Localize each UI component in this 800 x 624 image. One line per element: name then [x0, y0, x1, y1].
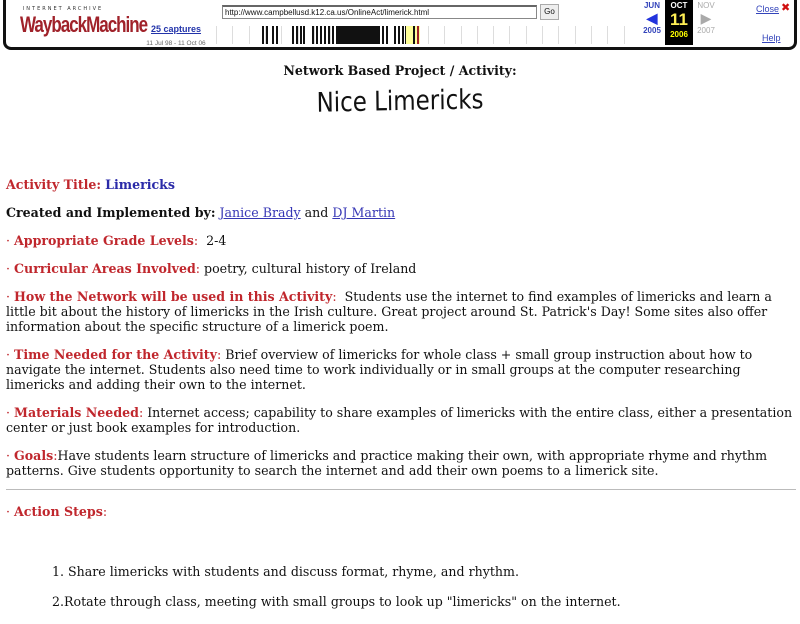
timeline-gridline: [509, 26, 510, 44]
action-step: 1. Share limericks with students and discuss format, rhyme, and rhythm.: [52, 564, 519, 579]
section-text: poetry, cultural history of Ireland: [200, 261, 417, 276]
prev-capture[interactable]: [641, 0, 663, 35]
captures-link[interactable]: 25 captures: [150, 24, 202, 34]
section-text: Have students learn structure of limericks and practice making their own, with appropriate rhyme and rhythm patterns. Give students opportunity to search the internet and add their own poems to a limerick site.: [6, 448, 772, 478]
capture-bar[interactable]: [276, 26, 278, 44]
prev-month: JUN: [643, 1, 660, 10]
activity-title-value: Limericks: [105, 177, 175, 192]
timeline-gridline: [444, 26, 445, 44]
timeline-gridline: [575, 26, 576, 44]
timeline-gridline: [624, 26, 625, 44]
action-steps-label: Action Steps: [14, 504, 103, 519]
created-by-label: Created and Implemented by:: [6, 205, 216, 220]
current-capture: [665, 0, 693, 45]
section-materials-needed: · Materials Needed: Internet access; capability to share examples of limericks with the entire class, either a presentation center or just book examples for introduction.: [6, 405, 797, 435]
activity-title-label: Activity Title:: [6, 177, 102, 192]
capture-bar[interactable]: [332, 26, 334, 44]
capture-bar[interactable]: [328, 26, 330, 44]
and-text: and: [304, 205, 329, 220]
section-time-needed: · Time Needed for the Activity: Brief overview of limericks for whole class + small group instruction about how to navigate the internet. Students also need time to work individually or in small groups at the computer researching limericks and adding their own to the internet.: [6, 347, 757, 392]
timeline-gridline: [330, 26, 331, 44]
author-link-janice-brady[interactable]: Janice Brady: [219, 205, 301, 220]
timeline-gridline: [542, 26, 543, 44]
help-link[interactable]: Help: [762, 33, 781, 43]
section-text: Brief overview of limericks for whole class + small group instruction about how to navigate the internet. Students also need time to work individually or in small groups at the computer researching limericks and adding their own to the internet.: [6, 347, 757, 392]
action-step: 2.Rotate through class, meeting with small groups to look up "limericks" on the internet.: [52, 594, 621, 609]
capture-bar[interactable]: [378, 26, 380, 44]
prev-year: 2005: [643, 26, 661, 35]
go-button[interactable]: Go: [540, 4, 559, 20]
next-arrow-icon: ▶: [700, 10, 712, 26]
logo-main-text: WaybackMachine: [20, 12, 148, 38]
section-text: Students use the internet to find examples of limericks and learn a little bit about the history of limericks in the Irish culture. Great project around St. Patrick's Day! Some sites also offer information about the specific structure of a limerick poem.: [6, 289, 776, 334]
next-capture: [695, 0, 717, 35]
timeline-gridline: [558, 26, 559, 44]
capture-bar[interactable]: [292, 26, 294, 44]
timeline-gridline: [428, 26, 429, 44]
section-label: How the Network will be used in this Activity: [14, 289, 333, 304]
capture-bar-current[interactable]: [413, 26, 415, 44]
section-goals: · Goals:Have students learn structure of limericks and practice making their own, with appropriate rhyme and rhythm patterns. Give students opportunity to search the internet and add their own poems to a limerick site.: [6, 448, 772, 478]
logo-top-text: INTERNET ARCHIVE: [22, 6, 104, 12]
capture-bar[interactable]: [398, 26, 400, 44]
timeline-gridline: [232, 26, 233, 44]
section-grade-levels: · Appropriate Grade Levels: 2-4: [6, 233, 227, 248]
capture-range: 11 Jul 98 - 11 Oct 06: [146, 40, 206, 47]
section-text: 2-4: [198, 233, 227, 248]
close-link[interactable]: Close: [756, 4, 780, 14]
capture-timeline[interactable]: [216, 24, 641, 46]
next-month: NOV: [697, 1, 715, 10]
page-heading-image: Nice Limericks: [316, 84, 484, 119]
page-header: Network Based Project / Activity:: [283, 63, 517, 78]
section-text: Internet access; capability to share examples of limericks with the entire class, either a presentation center or just book examples for introduction.: [6, 405, 797, 435]
current-year: 2006: [670, 30, 688, 39]
capture-bar[interactable]: [382, 26, 384, 44]
timeline-gridline: [249, 26, 250, 44]
timeline-gridline: [216, 26, 217, 44]
main-content: Activity Title: Limericks Created and Implemented by: Janice Brady and DJ Martin · Appropriate Grade Levels: 2-4 · Curricular Areas Involved: poetry, cultural history of Ireland · How the Network will be used in this Activity: Students use the internet to find examples of limericks and learn a little bit about the history of limericks in the Irish culture. Great project around St. Patrick's Day! Some sites also offer information about the specific structure of a limerick poem. · Time Needed for the Activity: Brief overview of limericks for whole class + small group instruction about how to navigate the internet. Students also need time to work individually or in small groups at the computer researching limericks and adding their own to the internet. · Materials Needed: Internet access; capability to share examples of limericks with the entire class, either a presentation center or just book examples for introduction. · Goals:Have students learn structure of limericks and practice making their own, with appropriate rhyme and rhythm patterns. Give students opportunity to search the internet and add their own poems to a limerick site. · Action Steps: 1. Share limericks with students and discuss format, rhyme, and rhythm. 2.Rotate through class, meeting with small groups to look up "limericks" on the internet.: [6, 177, 797, 609]
action-steps-list: [52, 564, 796, 609]
timeline-gridline: [493, 26, 494, 44]
wayback-logo[interactable]: [20, 6, 148, 38]
timeline-gridline: [591, 26, 592, 44]
timeline-gridline: [526, 26, 527, 44]
capture-bar[interactable]: [303, 26, 305, 44]
current-day: 11: [670, 10, 688, 29]
current-month: OCT: [670, 1, 688, 10]
prev-arrow-icon[interactable]: ◀: [646, 10, 658, 26]
capture-bar[interactable]: [262, 26, 264, 44]
wayback-toolbar: [3, 0, 797, 50]
next-year: 2007: [697, 26, 715, 35]
capture-bar[interactable]: [324, 26, 326, 44]
section-label: Appropriate Grade Levels: [14, 233, 194, 248]
divider: [6, 489, 796, 490]
capture-bar[interactable]: [402, 26, 404, 44]
section-network-usage: · How the Network will be used in this Activity: Students use the internet to find examples of limericks and learn a little bit about the history of limericks in the Irish culture. Great project around St. Patrick's Day! Some sites also offer information about the specific structure of a limerick poem.: [6, 289, 776, 334]
section-label: Materials Needed: [14, 405, 139, 420]
capture-bar[interactable]: [320, 26, 322, 44]
capture-bar[interactable]: [386, 26, 388, 44]
timeline-gridline: [281, 26, 282, 44]
url-input[interactable]: http://www.campbellusd.k12.ca.us/OnlineAct/limerick.html: [222, 5, 537, 19]
timeline-gridline: [607, 26, 608, 44]
author-link-dj-martin[interactable]: DJ Martin: [332, 205, 396, 220]
timeline-gridline: [477, 26, 478, 44]
section-label: Time Needed for the Activity: [14, 347, 217, 362]
capture-bar[interactable]: [300, 26, 302, 44]
capture-bar[interactable]: [266, 26, 268, 44]
section-curricular-areas: · Curricular Areas Involved: poetry, cultural history of Ireland: [6, 261, 417, 276]
close-icon[interactable]: ✖: [781, 1, 791, 14]
section-label: Curricular Areas Involved: [14, 261, 196, 276]
capture-bar[interactable]: [312, 26, 314, 44]
capture-bar[interactable]: [316, 26, 318, 44]
capture-bar[interactable]: [296, 26, 298, 44]
timeline-gridline: [461, 26, 462, 44]
capture-bar[interactable]: [394, 26, 396, 44]
capture-bar-current[interactable]: [417, 26, 419, 44]
section-label: Goals: [14, 448, 54, 463]
capture-bar[interactable]: [272, 26, 274, 44]
